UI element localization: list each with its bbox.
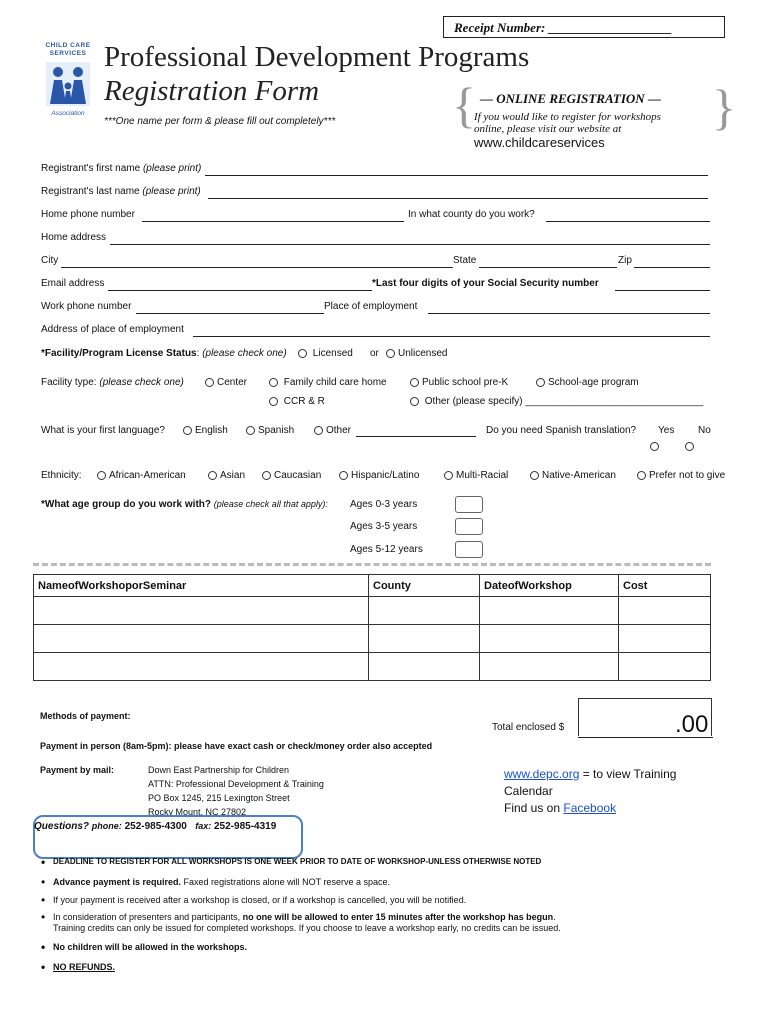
last-name-input[interactable] bbox=[208, 198, 708, 199]
total-enclosed-label: Total enclosed $ bbox=[492, 722, 565, 733]
age-0-3-checkbox[interactable] bbox=[455, 496, 483, 513]
left-brace: { bbox=[452, 77, 476, 133]
language-spanish[interactable]: Spanish bbox=[246, 425, 294, 437]
license-status-row: *Facility/Program License Status: (please check one) bbox=[41, 348, 287, 359]
age-5-12-checkbox[interactable] bbox=[455, 541, 483, 558]
notice-payment-late: • If your payment is received after a workshop is closed, or if a workshop is cancelled, you will be notified. bbox=[53, 895, 466, 905]
logo bbox=[40, 42, 96, 120]
schoolage-radio[interactable] bbox=[536, 378, 545, 387]
or-text: or bbox=[370, 348, 379, 359]
translation-yes-label: Yes bbox=[658, 425, 675, 436]
table-header-name: NameofWorkshoporSeminar bbox=[34, 575, 369, 597]
translation-question: Do you need Spanish translation? bbox=[486, 425, 637, 436]
prek-radio[interactable] bbox=[410, 378, 419, 387]
mail-address-3: PO Box 1245, 215 Lexington Street bbox=[148, 793, 290, 803]
notice-deadline: • DEADLINE TO REGISTER FOR ALL WORKSHOPS IS ONE WEEK PRIOR TO DATE OF WORKSHOP-UNLESS OTHERWISE NOTED bbox=[53, 857, 541, 866]
license-status-label: *Facility/Program License Status bbox=[41, 348, 197, 359]
unlicensed-radio[interactable] bbox=[386, 349, 395, 358]
email-input[interactable] bbox=[108, 290, 372, 291]
online-heading: — ONLINE REGISTRATION — bbox=[480, 91, 661, 106]
online-text-2: online, please visit our website at bbox=[474, 123, 622, 135]
first-name-input[interactable] bbox=[205, 175, 708, 176]
county-label: In what county do you work? bbox=[408, 209, 535, 220]
ethnicity-asian[interactable]: Asian bbox=[208, 470, 245, 482]
native-american-radio[interactable] bbox=[530, 471, 539, 480]
notice-no-children: • No children will be allowed in the workshops. bbox=[53, 942, 247, 952]
work-phone-input[interactable] bbox=[136, 313, 324, 314]
facility-other[interactable]: Other (please specify) ________________________________ bbox=[410, 396, 703, 408]
total-enclosed-value: .00 bbox=[675, 711, 709, 738]
facility-schoolage[interactable]: School-age program bbox=[536, 377, 639, 389]
email-label: Email address bbox=[41, 278, 105, 289]
page-title: Professional Development Programs bbox=[104, 41, 530, 73]
payment-methods-label: Methods of payment: bbox=[40, 711, 131, 721]
depc-link[interactable]: www.depc.org bbox=[504, 767, 580, 781]
zip-input[interactable] bbox=[634, 267, 710, 268]
ethnicity-prefer-not[interactable]: Prefer not to give bbox=[637, 470, 725, 482]
county-input[interactable] bbox=[546, 221, 710, 222]
facility-type-label: Facility type: (please check one) bbox=[41, 377, 184, 388]
mail-address-2: ATTN: Professional Development & Training bbox=[148, 779, 324, 789]
address-employment-input[interactable] bbox=[193, 336, 710, 337]
ethnicity-caucasian[interactable]: Caucasian bbox=[262, 470, 321, 482]
mail-address-4: Rocky Mount, NC 27802 bbox=[148, 807, 247, 817]
ethnicity-hispanic[interactable]: Hispanic/Latino bbox=[339, 470, 419, 482]
age-3-5-checkbox[interactable] bbox=[455, 518, 483, 535]
logo-bottom-text: Association bbox=[51, 110, 85, 117]
age-group-3-5: Ages 3-5 years bbox=[350, 521, 418, 532]
hispanic-radio[interactable] bbox=[339, 471, 348, 480]
unlicensed-option[interactable]: Unlicensed bbox=[386, 348, 447, 360]
home-phone-label: Home phone number bbox=[41, 209, 135, 220]
language-other-input[interactable] bbox=[356, 436, 476, 437]
ethnicity-african-american[interactable]: African-American bbox=[97, 470, 186, 482]
work-phone-label: Work phone number bbox=[41, 301, 132, 312]
spanish-radio[interactable] bbox=[246, 426, 255, 435]
age-group-0-3: Ages 0-3 years bbox=[350, 499, 418, 510]
notice-no-refunds: • NO REFUNDS. bbox=[53, 962, 115, 972]
table-header-date: DateofWorkshop bbox=[480, 575, 619, 597]
receipt-number-box bbox=[443, 16, 725, 38]
payment-in-person: Payment in person (8am-5pm): please have exact cash or check/money order also accepted bbox=[40, 741, 433, 751]
facility-center[interactable]: Center bbox=[205, 377, 247, 389]
questions-line: Questions? phone: 252-985-4300 fax: 252-985-4319 bbox=[34, 821, 277, 832]
ethnicity-native-american[interactable]: Native-American bbox=[530, 470, 616, 482]
language-english[interactable]: English bbox=[183, 425, 228, 437]
ssn-input[interactable] bbox=[615, 290, 710, 291]
state-input[interactable] bbox=[479, 267, 617, 268]
table-row[interactable] bbox=[34, 625, 711, 653]
logo-top-text: CHILD CARE SERVICES bbox=[45, 42, 91, 57]
logo-figures-icon bbox=[40, 60, 96, 110]
translation-no-label: No bbox=[698, 425, 711, 436]
place-employment-label: Place of employment bbox=[324, 301, 418, 312]
other-facility-radio[interactable] bbox=[410, 397, 419, 406]
online-text-1: If you would like to register for workshops bbox=[474, 111, 661, 123]
age-group-label: *What age group do you work with? (please check all that apply): bbox=[41, 499, 328, 510]
receipt-number-label: Receipt Number: ___________________ bbox=[454, 20, 673, 35]
depc-line: www.depc.org = to view Training bbox=[504, 767, 677, 781]
facility-ccr[interactable]: CCR & R bbox=[269, 396, 325, 408]
mail-address-1: Down East Partnership for Children bbox=[148, 765, 290, 775]
multi-racial-radio[interactable] bbox=[444, 471, 453, 480]
other-language-radio[interactable] bbox=[314, 426, 323, 435]
family-radio[interactable] bbox=[269, 378, 278, 387]
dashed-divider bbox=[33, 563, 711, 566]
last-name-label: Registrant's last name (please print) bbox=[41, 186, 201, 197]
notice-consideration: • In consideration of presenters and participants, no one will be allowed to enter 15 minutes after the workshop has begun. bbox=[53, 912, 556, 922]
ethnicity-multi-racial[interactable]: Multi-Racial bbox=[444, 470, 508, 482]
page-subtitle: Registration Form bbox=[104, 75, 320, 107]
city-input[interactable] bbox=[61, 267, 453, 268]
home-address-input[interactable] bbox=[110, 244, 710, 245]
home-phone-input[interactable] bbox=[142, 221, 404, 222]
table-header-county: County bbox=[369, 575, 480, 597]
center-radio[interactable] bbox=[205, 378, 214, 387]
online-website[interactable]: www.childcareservices bbox=[474, 135, 605, 150]
table-row[interactable] bbox=[34, 653, 711, 681]
fill-note: ***One name per form & please fill out completely*** bbox=[104, 116, 336, 127]
notice-training-credits: Training credits can only be issued for completed workshops. If you choose to leave a workshop early, no credits can be issued. bbox=[53, 923, 561, 933]
table-row[interactable] bbox=[34, 597, 711, 625]
zip-label: Zip bbox=[618, 255, 632, 266]
state-label: State bbox=[453, 255, 477, 266]
payment-mail-label: Payment by mail: bbox=[40, 765, 115, 775]
facebook-line: Find us on Facebook bbox=[504, 801, 617, 815]
ccr-radio[interactable] bbox=[269, 397, 278, 406]
licensed-option[interactable]: Licensed bbox=[298, 348, 353, 360]
prefer-not-radio[interactable] bbox=[637, 471, 646, 480]
translation-no-radio[interactable] bbox=[685, 442, 694, 451]
home-address-label: Home address bbox=[41, 232, 107, 243]
facility-prek[interactable]: Public school pre-K bbox=[410, 377, 508, 389]
language-other[interactable]: Other bbox=[314, 425, 351, 437]
translation-yes-radio[interactable] bbox=[650, 442, 659, 451]
notice-advance-payment: • Advance payment is required. Faxed registrations alone will NOT reserve a space. bbox=[53, 877, 390, 887]
english-radio[interactable] bbox=[183, 426, 192, 435]
license-status-hint: (please check one) bbox=[202, 348, 287, 359]
language-label: What is your first language? bbox=[41, 425, 165, 436]
calendar-text: Calendar bbox=[504, 784, 553, 798]
facebook-link[interactable]: Facebook bbox=[563, 801, 617, 815]
african-american-radio[interactable] bbox=[97, 471, 106, 480]
city-label: City bbox=[41, 255, 59, 266]
facility-family[interactable]: Family child care home bbox=[269, 377, 387, 389]
licensed-radio[interactable] bbox=[298, 349, 307, 358]
workshop-table bbox=[33, 574, 711, 681]
asian-radio[interactable] bbox=[208, 471, 217, 480]
first-name-label: Registrant's first name (please print) bbox=[41, 163, 202, 174]
address-employment-label: Address of place of employment bbox=[41, 324, 184, 335]
caucasian-radio[interactable] bbox=[262, 471, 271, 480]
right-brace: } bbox=[712, 79, 736, 135]
age-group-5-12: Ages 5-12 years bbox=[350, 544, 423, 555]
ethnicity-label: Ethnicity: bbox=[41, 470, 82, 481]
place-employment-input[interactable] bbox=[428, 313, 710, 314]
ssn-label: *Last four digits of your Social Security number bbox=[372, 278, 599, 289]
table-header-cost: Cost bbox=[619, 575, 711, 597]
